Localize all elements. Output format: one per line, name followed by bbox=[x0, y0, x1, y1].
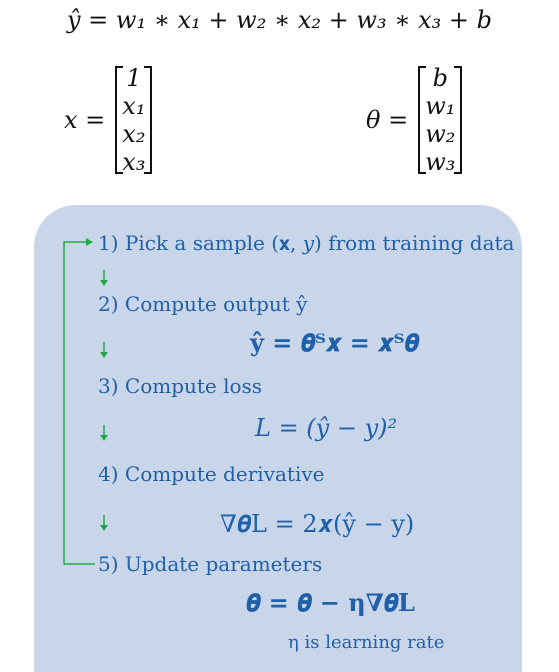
vector-theta-entry: b bbox=[432, 64, 448, 92]
step-3: 3) Compute loss bbox=[98, 374, 263, 398]
vector-x-entry: x₃ bbox=[122, 148, 146, 176]
down-arrow-icon bbox=[98, 425, 110, 441]
step-4: 4) Compute derivative bbox=[98, 462, 325, 486]
loss-equation-text: L = (ŷ − y)² bbox=[255, 414, 398, 442]
loop-arrowhead bbox=[86, 238, 93, 246]
learning-rate-note: η is learning rate bbox=[288, 632, 445, 653]
down-arrow-icon bbox=[98, 515, 110, 531]
loop-line bbox=[64, 242, 95, 564]
step-5: 5) Update parameters bbox=[98, 552, 323, 576]
vector-x-entry: x₁ bbox=[122, 92, 146, 120]
loss-equation bbox=[255, 413, 397, 442]
vector-theta-entry: w₃ bbox=[425, 148, 456, 176]
update-equation: 𝜽 = 𝜽 − η∇𝜽L bbox=[246, 588, 415, 617]
prediction-equation: ŷ = w₁ ∗ x₁ + w₂ ∗ x₂ + w₃ ∗ x₃ + b bbox=[66, 6, 493, 34]
step-2: 2) Compute output ŷ bbox=[98, 292, 308, 316]
down-arrow-icon bbox=[98, 342, 110, 358]
output-equation: ŷ = 𝜽ᵀ𝒙 = 𝒙ᵀ𝜽 bbox=[250, 328, 419, 357]
vector-x-entry: 1 bbox=[126, 64, 142, 92]
vector-theta-entry: w₁ bbox=[425, 92, 456, 120]
step-1: 1) Pick a sample (𝐱, 𝑦) from training data bbox=[98, 231, 515, 255]
vector-x-entry: x₂ bbox=[122, 120, 146, 148]
derivative-equation bbox=[220, 509, 414, 538]
down-arrow-icon bbox=[98, 270, 110, 286]
vector-x-label: x = bbox=[64, 106, 106, 134]
derivative-equation-text: ∇𝜽L = 2𝒙(ŷ − y) bbox=[220, 510, 415, 538]
vector-theta-label: θ = bbox=[366, 106, 409, 134]
vector-theta-entry: w₂ bbox=[425, 120, 456, 148]
